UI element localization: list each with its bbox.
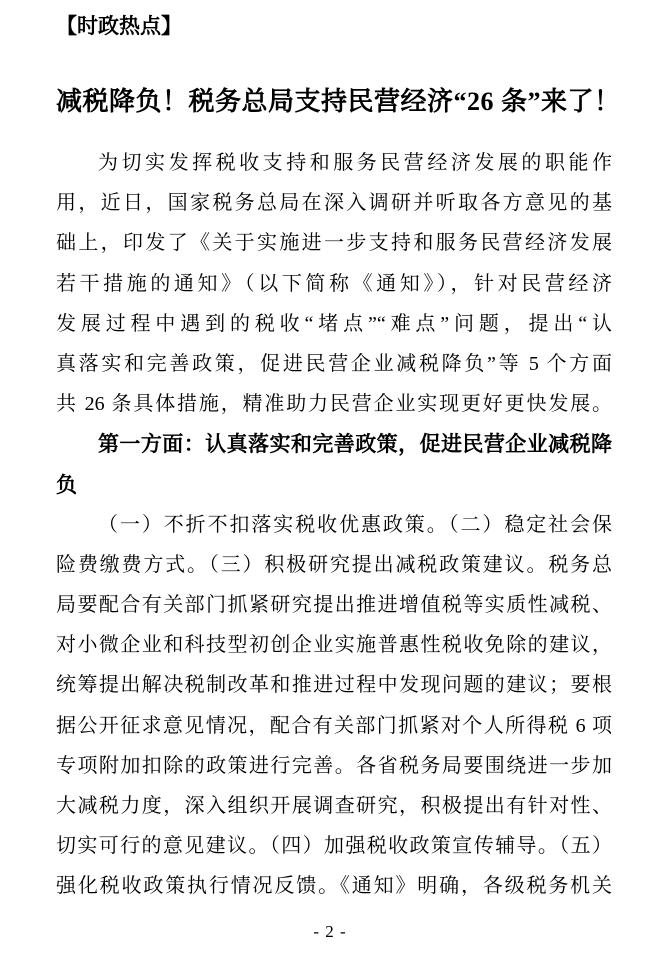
section-label: 【时政热点】 xyxy=(56,14,182,38)
body-line: 专项附加扣除的政策进行完善。各省税务局要围绕进一步加 xyxy=(56,754,612,777)
body-line: 切实可行的意见建议。（四）加强税收政策宣传辅导。（五） xyxy=(56,835,612,858)
body-line: 用，近日，国家税务总局在深入调研并听取各方意见的基 xyxy=(56,192,612,215)
page-number: - 2 - xyxy=(313,922,347,941)
body-line: 若干措施的通知》（以下简称《通知》），针对民营经济 xyxy=(56,272,612,295)
body-line: 为切实发挥税收支持和服务民营经济发展的职能作 xyxy=(98,152,612,174)
body-line: 真落实和完善政策，促进民营企业减税降负”等 5 个方面 xyxy=(56,352,612,375)
article-body xyxy=(56,143,612,907)
body-line: 强化税收政策执行情况反馈。《通知》明确，各级税务机关 xyxy=(56,875,612,898)
body-line: 大减税力度，深入组织开展调查研究，积极提出有针对性、 xyxy=(56,795,612,817)
body-line: （一）不折不扣落实税收优惠政策。（二）稳定社会保 xyxy=(98,513,612,536)
body-line: 发展过程中遇到的税收“堵点”“难点”问题，提出“认 xyxy=(56,312,612,335)
heading-line: 第一方面：认真落实和完善政策，促进民营企业减税降 xyxy=(98,432,612,457)
heading-line: 负 xyxy=(56,472,77,497)
body-line: 础上，印发了《关于实施进一步支持和服务民营经济发展 xyxy=(56,232,612,255)
body-line: 据公开征求意见情况，配合有关部门抓紧对个人所得税 6 项 xyxy=(56,714,612,737)
body-line: 险费缴费方式。（三）积极研究提出减税政策建议。税务总 xyxy=(56,553,612,576)
body-line: 统筹提出解决税制改革和推进过程中发现问题的建议；要根 xyxy=(56,674,612,697)
article-title: 减税降负！税务总局支持民营经济“26 条”来了！ xyxy=(56,87,621,116)
body-line: 对小微企业和科技型初创企业实施普惠性税收免除的建议， xyxy=(56,634,612,657)
body-line: 局要配合有关部门抓紧研究提出推进增值税等实质性减税、 xyxy=(56,594,612,617)
body-line: 共 26 条具体措施，精准助力民营企业实现更好更快发展。 xyxy=(56,393,612,416)
